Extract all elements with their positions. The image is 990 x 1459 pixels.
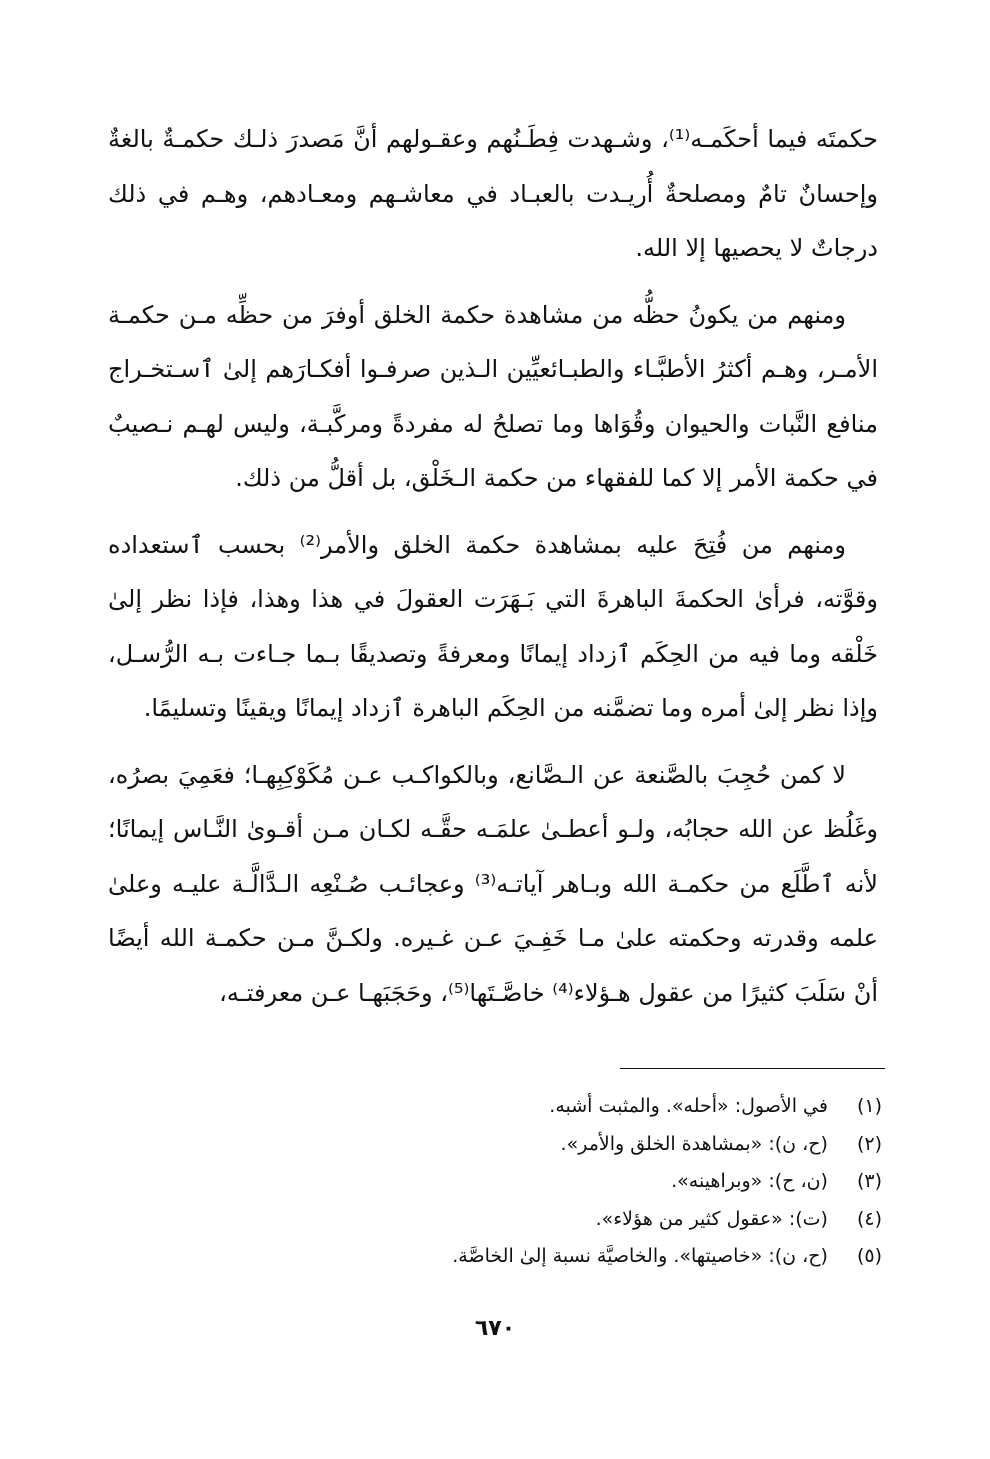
page-number: ٦٧٠	[474, 1316, 516, 1341]
footnote-2	[182, 1126, 882, 1164]
footnote-text: (ح، ن): «خاصيتها». والخاصيَّة نسبة إلىٰ الخاصَّة.	[452, 1245, 828, 1268]
footnote-number: (١)	[856, 1095, 882, 1117]
footnote-text: (ح، ن): «بمشاهدة الخلق والأمر».	[560, 1132, 828, 1155]
footnote-5	[182, 1238, 882, 1276]
paragraph-2: ومنهم من يكونُ حظُّه من مشاهدة حكمة الخلق أوفرَ من حظِّه مـن حكمـة الأمـر، وهـم أكثرُ الأطبَّـاء والطبـائعيِّين الـذين صرفـوا أفكـارَهم إلىٰ ٱسـتخـراج منافع النَّبات والحيوان وقُوَاها وما تصلحُ له مفردةً ومركَّبـة، وليس لهـم نـصيبٌ في حكمة الأمر إلا كما للفقهاء من حكمة الـخَلْق، بل أقلُّ من ذلك.	[108, 300, 878, 492]
footnote-number: (٢)	[856, 1132, 882, 1155]
footnote-number: (٣)	[856, 1170, 882, 1193]
footnote-3	[182, 1163, 882, 1201]
footnote-number: (٤)	[856, 1207, 882, 1230]
footnote-text: في الأصول: «أحله». والمثبت أشبه.	[549, 1095, 828, 1117]
main-text	[108, 112, 878, 1032]
footnotes-list	[182, 1088, 882, 1276]
paragraph-4: لا كمن حُجِبَ بالصَّنعة عن الـصَّانع، وبالكواكـب عـن مُكَوْكِبِهـا؛ فعَمِيَ بصرُه، وغَلُظ عن الله حجابُه، ولـو أعطـىٰ علمَـه حقَّـه لكـان مـن أقـوىٰ النَّـاس إيمانًا؛ لأنه ٱطَّلَع من حكمـة الله وبـاهر آياتـه⁽³⁾ وعجائـب صُـنْعِه الـدَّالَّـة عليـه وعلىٰ علمه وقدرته وحكمته علىٰ مـا خَفِـيَ عـن غـيره. ولكـنَّ مـن حكمـة الله أيضًا أنْ سَلَبَ كثيرًا من عقول هـؤلاء⁽⁴⁾ خاصَّـتَها⁽⁵⁾، وحَجَبَهـا عـن معرفتـه،	[108, 760, 878, 1007]
footnote-text: (ت): «عقول كثير من هؤلاء».	[595, 1207, 828, 1230]
footnote-4	[182, 1201, 882, 1239]
footnote-1	[182, 1088, 882, 1126]
paragraph-3: ومنهم من فُتِحَ عليه بمشاهدة حكمة الخلق والأمر⁽²⁾ بحسب ٱستعداده وقوَّته، فرأىٰ الحكمةَ الباهرةَ التي بَـهَرَت العقولَ في هذا وهذا، فإذا نظر إلىٰ خَلْقه وما فيه من الحِكَم ٱزداد إيمانًا ومعرفةً وتصديقًا بـما جـاءت بـه الرُّسـل، وإذا نظر إلىٰ أمره وما تضمَّنه من الحِكَم الباهرة ٱزداد إيمانًا ويقينًا وتسليمًا.	[108, 530, 878, 722]
footnote-number: (٥)	[856, 1245, 882, 1268]
footnote-divider	[620, 1068, 885, 1069]
paragraph-1: حكمتَه فيما أحكَمـه⁽¹⁾، وشـهدت فِطَـنُهم وعقـولهم أنَّ مَصدرَ ذلـك حكمـةٌ بالغةٌ وإحسانٌ تامٌ ومصلحةٌ أُريـدت بالعبـاد في معاشـهم ومعـادهم، وهـم في ذلك درجاتٌ لا يحصيها إلا الله.	[108, 125, 878, 262]
footnote-text: (ن، ح): «وبراهينه».	[671, 1170, 828, 1193]
